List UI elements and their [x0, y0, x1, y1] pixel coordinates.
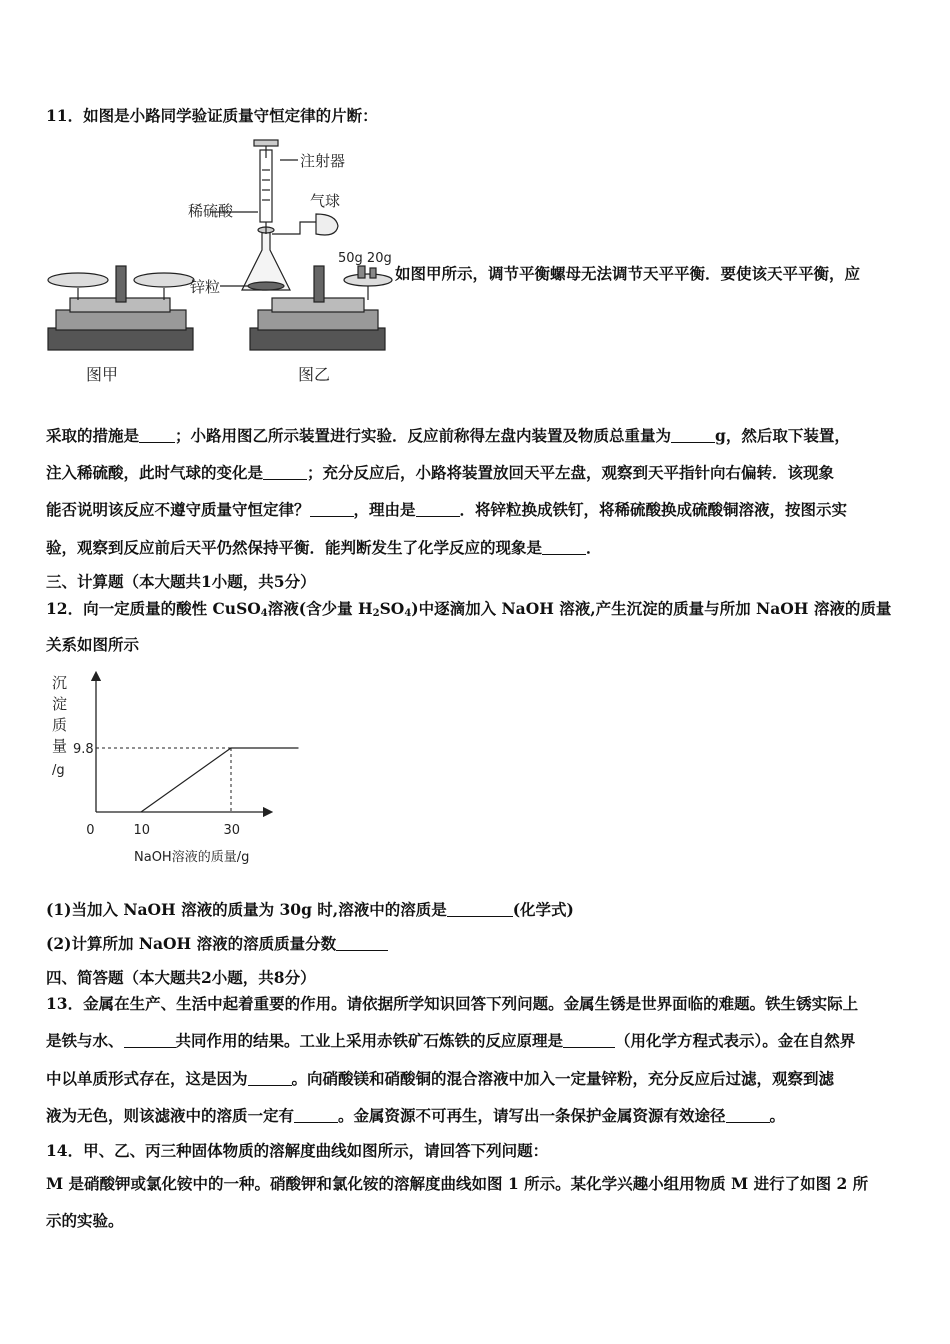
q12-sub-1: (1)当加入 NaOH 溶液的质量为 30g 时,溶液中的溶质是 (化学式) [46, 900, 574, 919]
y-axis-label-char: 淀 [52, 695, 68, 713]
section-4-heading: 四、简答题（本大题共2小题，共8分） [46, 968, 316, 987]
syringe-label: 注射器 [300, 152, 346, 170]
q14-line-3: 示的实验。 [46, 1211, 124, 1230]
q11-paragraph-line-4: 验，观察到反应前后天平仍然保持平衡．能判断发生了化学反应的现象是 ． [46, 538, 602, 557]
x-tick-label-1: 10 [133, 823, 151, 838]
section-3-heading: 三、计算题（本大题共1小题，共5分） [46, 572, 316, 591]
y-axis-label-char: 沉 [52, 674, 68, 692]
x-axis-label: NaOH溶液的质量/g [134, 850, 250, 865]
q13-line-4: 液为无色，则该滤液中的溶质一定有 。金属资源不可再生，请写出一条保护金属资源有效途径 。 [46, 1106, 786, 1125]
y-axis-label-char: 量 [52, 737, 68, 755]
x-tick-label-0: 0 [86, 823, 95, 838]
q13-line-2: 是铁与水、 共同作用的结果。工业上采用赤铁矿石炼铁的反应原理是 （用化学方程式表示）。金在自然界 [46, 1031, 856, 1050]
zinc-label: 锌粒 [190, 278, 221, 296]
q14-line-2: M 是硝酸钾或氯化铵中的一种。硝酸钾和氯化铵的溶解度曲线如图 1 所示。某化学兴趣小组用物质 M 进行了如图 2 所 [46, 1174, 869, 1193]
q12-line-2: 关系如图所示 [46, 635, 140, 654]
y-axis-label-char: 质 [52, 716, 68, 734]
q11-paragraph-line-2: 注入稀硫酸，此时气球的变化是 ；充分反应后，小路将装置放回天平左盘，观察到天平指针向右偏转．该现象 [46, 463, 835, 482]
q13-line-1: 13．金属在生产、生活中起着重要的作用。请依据所学知识回答下列问题。金属生锈是世界面临的难题。铁生锈实际上 [46, 994, 859, 1013]
balance-b-illustration [210, 140, 392, 350]
acid-label: 稀硫酸 [188, 202, 234, 220]
q11-paragraph-line-1: 采取的措施是 ；小路用图乙所示装置进行实验．反应前称得左盘内装置及物质总重量为 g，然后取下装置， [46, 426, 850, 445]
figure-b-label: 图乙 [298, 365, 331, 384]
figure-a-label: 图甲 [86, 365, 119, 384]
q11-inline-text: 如图甲所示，调节平衡螺母无法调节天平平衡．要使该天平平衡，应 [395, 264, 861, 283]
balance-a-illustration [48, 266, 194, 350]
q12-line-1: 12．向一定质量的酸性 CuSO$_4$溶液(含少量 $H_2SO_4$)中逐滴加入 NaOH 溶液,产生沉淀的质量与所加 NaOH 溶液的质量 [46, 599, 892, 619]
balance-figure [40, 130, 400, 390]
q13-line-3: 中以单质形式存在，这是因为 。向硝酸镁和硝酸铜的混合溶液中加入一定量锌粉，充分反应后过滤，观察到滤 [46, 1069, 835, 1088]
series-line [141, 748, 299, 812]
precipitate-chart [40, 668, 300, 873]
q11-paragraph-line-3: 能否说明该反应不遵守质量守恒定律？ ，理由是 ．将锌粒换成铁钉，将稀硫酸换成硫酸铜溶液，按图示实 [46, 500, 848, 519]
weights-label: 50g 20g [338, 251, 392, 266]
x-tick-label-2: 30 [223, 823, 241, 838]
y-axis-unit: /g [52, 763, 65, 778]
q11-heading: 11．如图是小路同学验证质量守恒定律的片断： [46, 106, 378, 125]
q12-sub-2: (2)计算所加 NaOH 溶液的溶质质量分数 [46, 932, 388, 954]
q14-line-1: 14．甲、乙、丙三种固体物质的溶解度曲线如图所示，请回答下列问题： [46, 1141, 549, 1160]
balloon-label: 气球 [310, 192, 341, 210]
y-tick-label: 9.8 [73, 742, 94, 758]
